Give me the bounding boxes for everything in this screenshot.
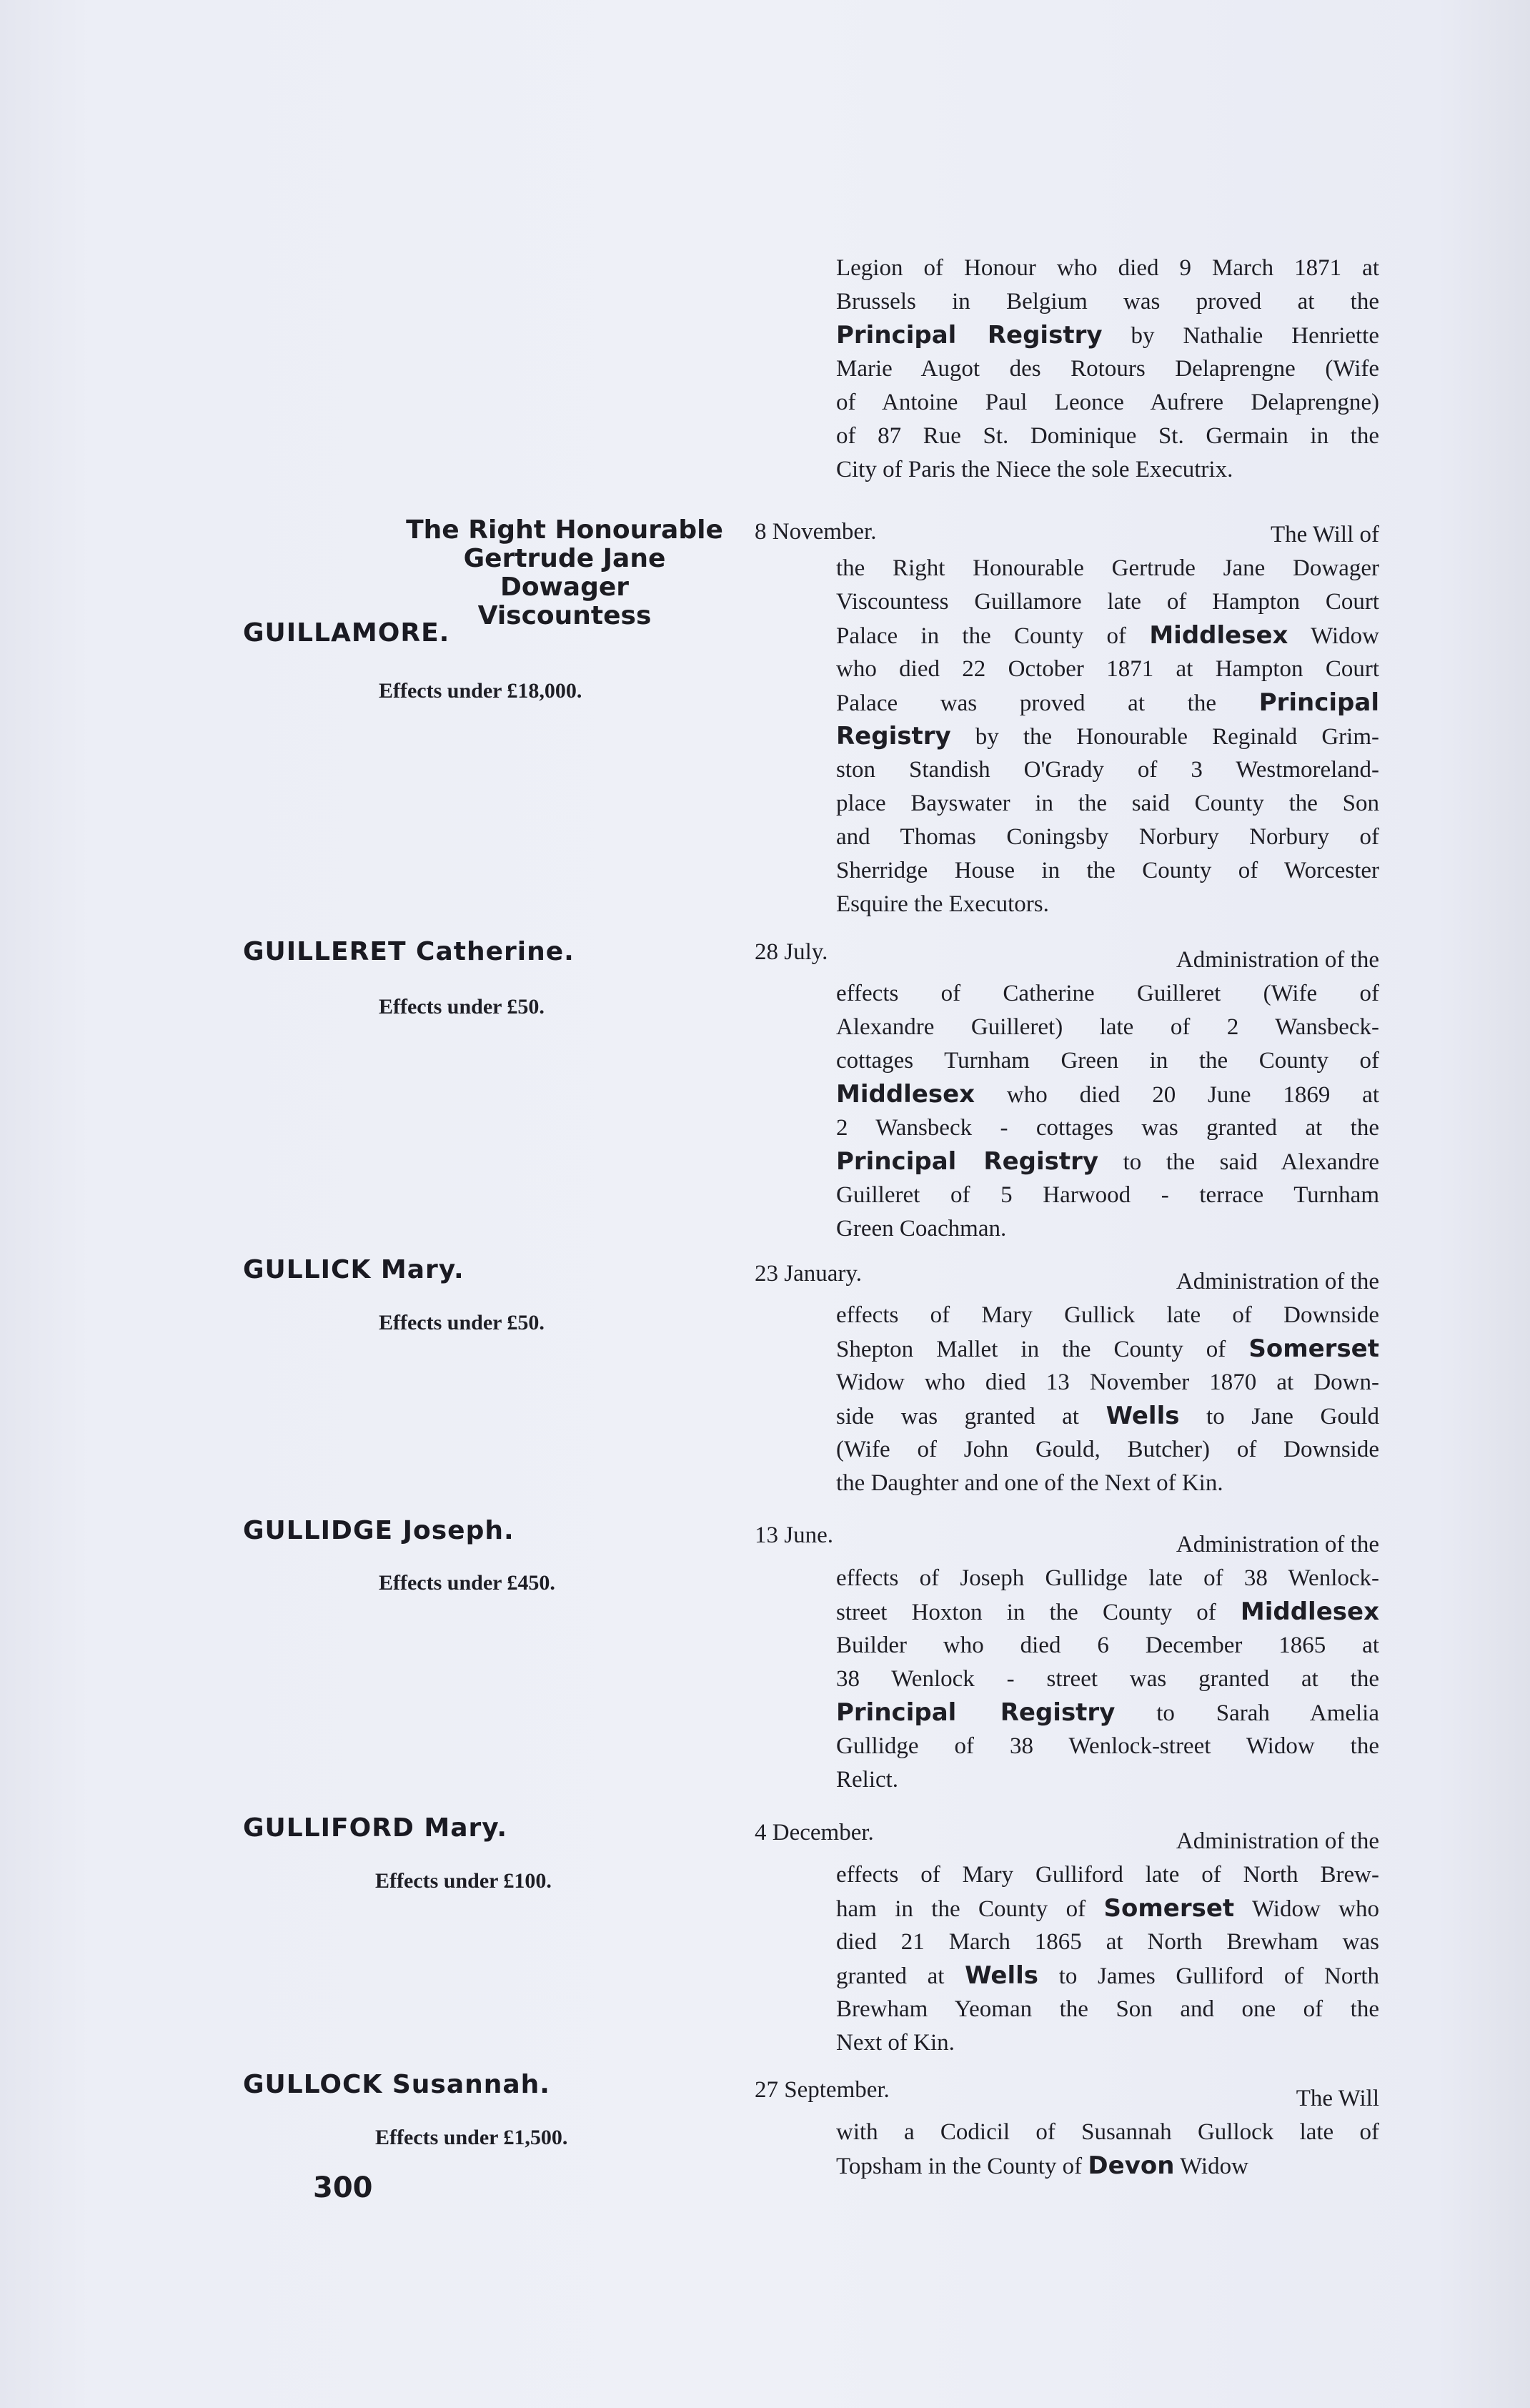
entry-lead-text: The Will: [1296, 2086, 1379, 2111]
entry-lead-text: Administration of the: [1176, 1532, 1379, 1557]
text-line: Widow who died 13 November 1870 at Down-: [836, 1369, 1379, 1395]
entry-lead: [836, 943, 1379, 977]
text-line: Principal Registry by Nathalie Henriette: [836, 321, 1380, 350]
entry-lead: [836, 1825, 1379, 1858]
page-number: 300: [313, 2171, 373, 2204]
text-line: of Antoine Paul Leonce Aufrere Delaprengne): [836, 390, 1379, 415]
text-line: of 87 Rue St. Dominique St. Germain in the: [836, 423, 1379, 449]
entry-lead: [836, 1528, 1379, 1562]
entry-lead-text: The Will of: [1270, 522, 1379, 548]
text-line: Marie Augot des Rotours Delaprengne (Wife: [836, 356, 1379, 382]
text-line: ham in the County of Somerset Widow who: [836, 1894, 1380, 1923]
bold-place-name: Middlesex: [836, 1080, 975, 1109]
bold-place-name: Middlesex: [1149, 621, 1288, 650]
text-line: street Hoxton in the County of Middlesex: [836, 1597, 1379, 1626]
bold-place-name: Somerset: [1248, 1334, 1379, 1363]
text-line: effects of Joseph Gullidge late of 38 Wenlock-: [836, 1565, 1379, 1591]
entry-name: GULLOCK Susannah.: [243, 2070, 550, 2099]
entry-date: 4 December.: [755, 1820, 874, 1845]
text-line: Principal Registry to the said Alexandre: [836, 1147, 1379, 1176]
bold-place-name: Principal Registry: [836, 321, 1103, 350]
bold-place-name: Wells: [1106, 1402, 1180, 1430]
entry-lead-text: Administration of the: [1176, 1269, 1379, 1294]
text-line: Topsham in the County of Devon Widow: [836, 2151, 1248, 2180]
entry-body: [836, 977, 1379, 1246]
carryover-entry-text: [836, 252, 1379, 487]
entry-name: GUILLERET Catherine.: [243, 937, 575, 966]
bold-place-name: Somerset: [1103, 1894, 1235, 1923]
text-line: died 21 March 1865 at North Brewham was: [836, 1929, 1379, 1955]
text-line: place Bayswater in the said County the Son: [836, 791, 1379, 816]
text-line: the Right Honourable Gertrude Jane Dowager: [836, 555, 1379, 581]
bold-place-name: Principal Registry: [836, 1147, 1099, 1176]
text-line: Registry by the Honourable Reginald Grim-: [836, 722, 1379, 750]
entry-date: 27 September.: [755, 2077, 890, 2103]
entry-lead: [836, 518, 1379, 552]
text-line: Brewham Yeoman the Son and one of the: [836, 1996, 1379, 2022]
entry-date: 23 January.: [755, 1261, 862, 1287]
bold-place-name: Wells: [965, 1961, 1039, 1990]
entry-title-line: Dowager: [500, 573, 630, 602]
entry-date: 8 November.: [755, 519, 877, 545]
text-line: 2 Wansbeck - cottages was granted at the: [836, 1115, 1379, 1141]
text-line: Palace was proved at the Principal: [836, 688, 1379, 717]
text-line: the Daughter and one of the Next of Kin.: [836, 1470, 1223, 1496]
entry-name: GULLIDGE Joseph.: [243, 1516, 515, 1545]
entry-lead-text: Administration of the: [1176, 1828, 1379, 1854]
bold-place-name: Registry: [836, 722, 951, 750]
entry-title-line: The Right Honourable: [406, 515, 723, 545]
text-line: Relict.: [836, 1767, 899, 1793]
text-line: Sherridge House in the County of Worcester: [836, 858, 1379, 883]
text-line: Alexandre Guilleret) late of 2 Wansbeck-: [836, 1014, 1379, 1040]
text-line: cottages Turnham Green in the County of: [836, 1048, 1379, 1074]
text-line: effects of Mary Gulliford late of North Brew-: [836, 1862, 1379, 1888]
entry-body: [836, 2116, 1379, 2183]
text-line: ston Standish O'Grady of 3 Westmoreland-: [836, 757, 1379, 783]
text-line: Brussels in Belgium was proved at the: [836, 289, 1379, 314]
entry-body: [836, 1562, 1379, 1797]
entry-lead: [836, 2082, 1379, 2116]
bold-place-name: Middlesex: [1240, 1597, 1379, 1626]
text-line: City of Paris the Niece the sole Executrix.: [836, 457, 1233, 482]
text-line: Shepton Mallet in the County of Somerset: [836, 1334, 1379, 1363]
entry-body: [836, 552, 1379, 921]
text-line: Principal Registry to Sarah Amelia: [836, 1698, 1379, 1727]
text-line: Green Coachman.: [836, 1216, 1007, 1242]
entry-lead: [836, 1265, 1379, 1299]
bold-place-name: Devon: [1088, 2151, 1175, 2180]
text-line: Builder who died 6 December 1865 at: [836, 1632, 1379, 1658]
entry-title-block: [379, 516, 750, 630]
entry-date: 13 June.: [755, 1522, 833, 1548]
text-line: side was granted at Wells to Jane Gould: [836, 1402, 1380, 1430]
effects-value: Effects under £18,000.: [379, 679, 582, 703]
entry-name: GULLICK Mary.: [243, 1255, 465, 1284]
entry-name: GUILLAMORE.: [243, 618, 450, 648]
text-line: 38 Wenlock - street was granted at the: [836, 1666, 1379, 1692]
text-line: Palace in the County of Middlesex Widow: [836, 621, 1379, 650]
text-line: effects of Catherine Guilleret (Wife of: [836, 981, 1379, 1006]
text-line: effects of Mary Gullick late of Downside: [836, 1302, 1379, 1328]
entry-body: [836, 1858, 1379, 2060]
text-line: who died 22 October 1871 at Hampton Court: [836, 656, 1379, 682]
text-line: with a Codicil of Susannah Gullock late of: [836, 2119, 1379, 2145]
text-line: Legion of Honour who died 9 March 1871 at: [836, 255, 1379, 281]
entry-date: 28 July.: [755, 939, 828, 965]
entry-title-line: Gertrude Jane: [463, 544, 666, 573]
effects-value: Effects under £1,500.: [375, 2126, 568, 2149]
effects-value: Effects under £50.: [379, 1311, 545, 1334]
bold-place-name: Principal: [1258, 688, 1379, 717]
entry-lead-text: Administration of the: [1176, 947, 1379, 973]
text-line: Guilleret of 5 Harwood - terrace Turnham: [836, 1182, 1379, 1208]
effects-value: Effects under £50.: [379, 995, 545, 1019]
text-line: and Thomas Coningsby Norbury Norbury of: [836, 824, 1379, 850]
text-line: Gullidge of 38 Wenlock-street Widow the: [836, 1733, 1379, 1759]
entry-body: [836, 1299, 1379, 1500]
bold-place-name: Principal Registry: [836, 1698, 1116, 1727]
text-line: granted at Wells to James Gulliford of North: [836, 1961, 1379, 1990]
entry-name: GULLIFORD Mary.: [243, 1813, 508, 1843]
text-line: Viscountess Guillamore late of Hampton Court: [836, 589, 1379, 615]
entry-title-line: Viscountess: [477, 601, 652, 630]
text-line: Esquire the Executors.: [836, 891, 1049, 917]
text-line: (Wife of John Gould, Butcher) of Downside: [836, 1437, 1379, 1462]
effects-value: Effects under £100.: [375, 1869, 552, 1893]
effects-value: Effects under £450.: [379, 1571, 555, 1595]
text-line: Next of Kin.: [836, 2030, 955, 2056]
text-line: Middlesex who died 20 June 1869 at: [836, 1080, 1379, 1109]
